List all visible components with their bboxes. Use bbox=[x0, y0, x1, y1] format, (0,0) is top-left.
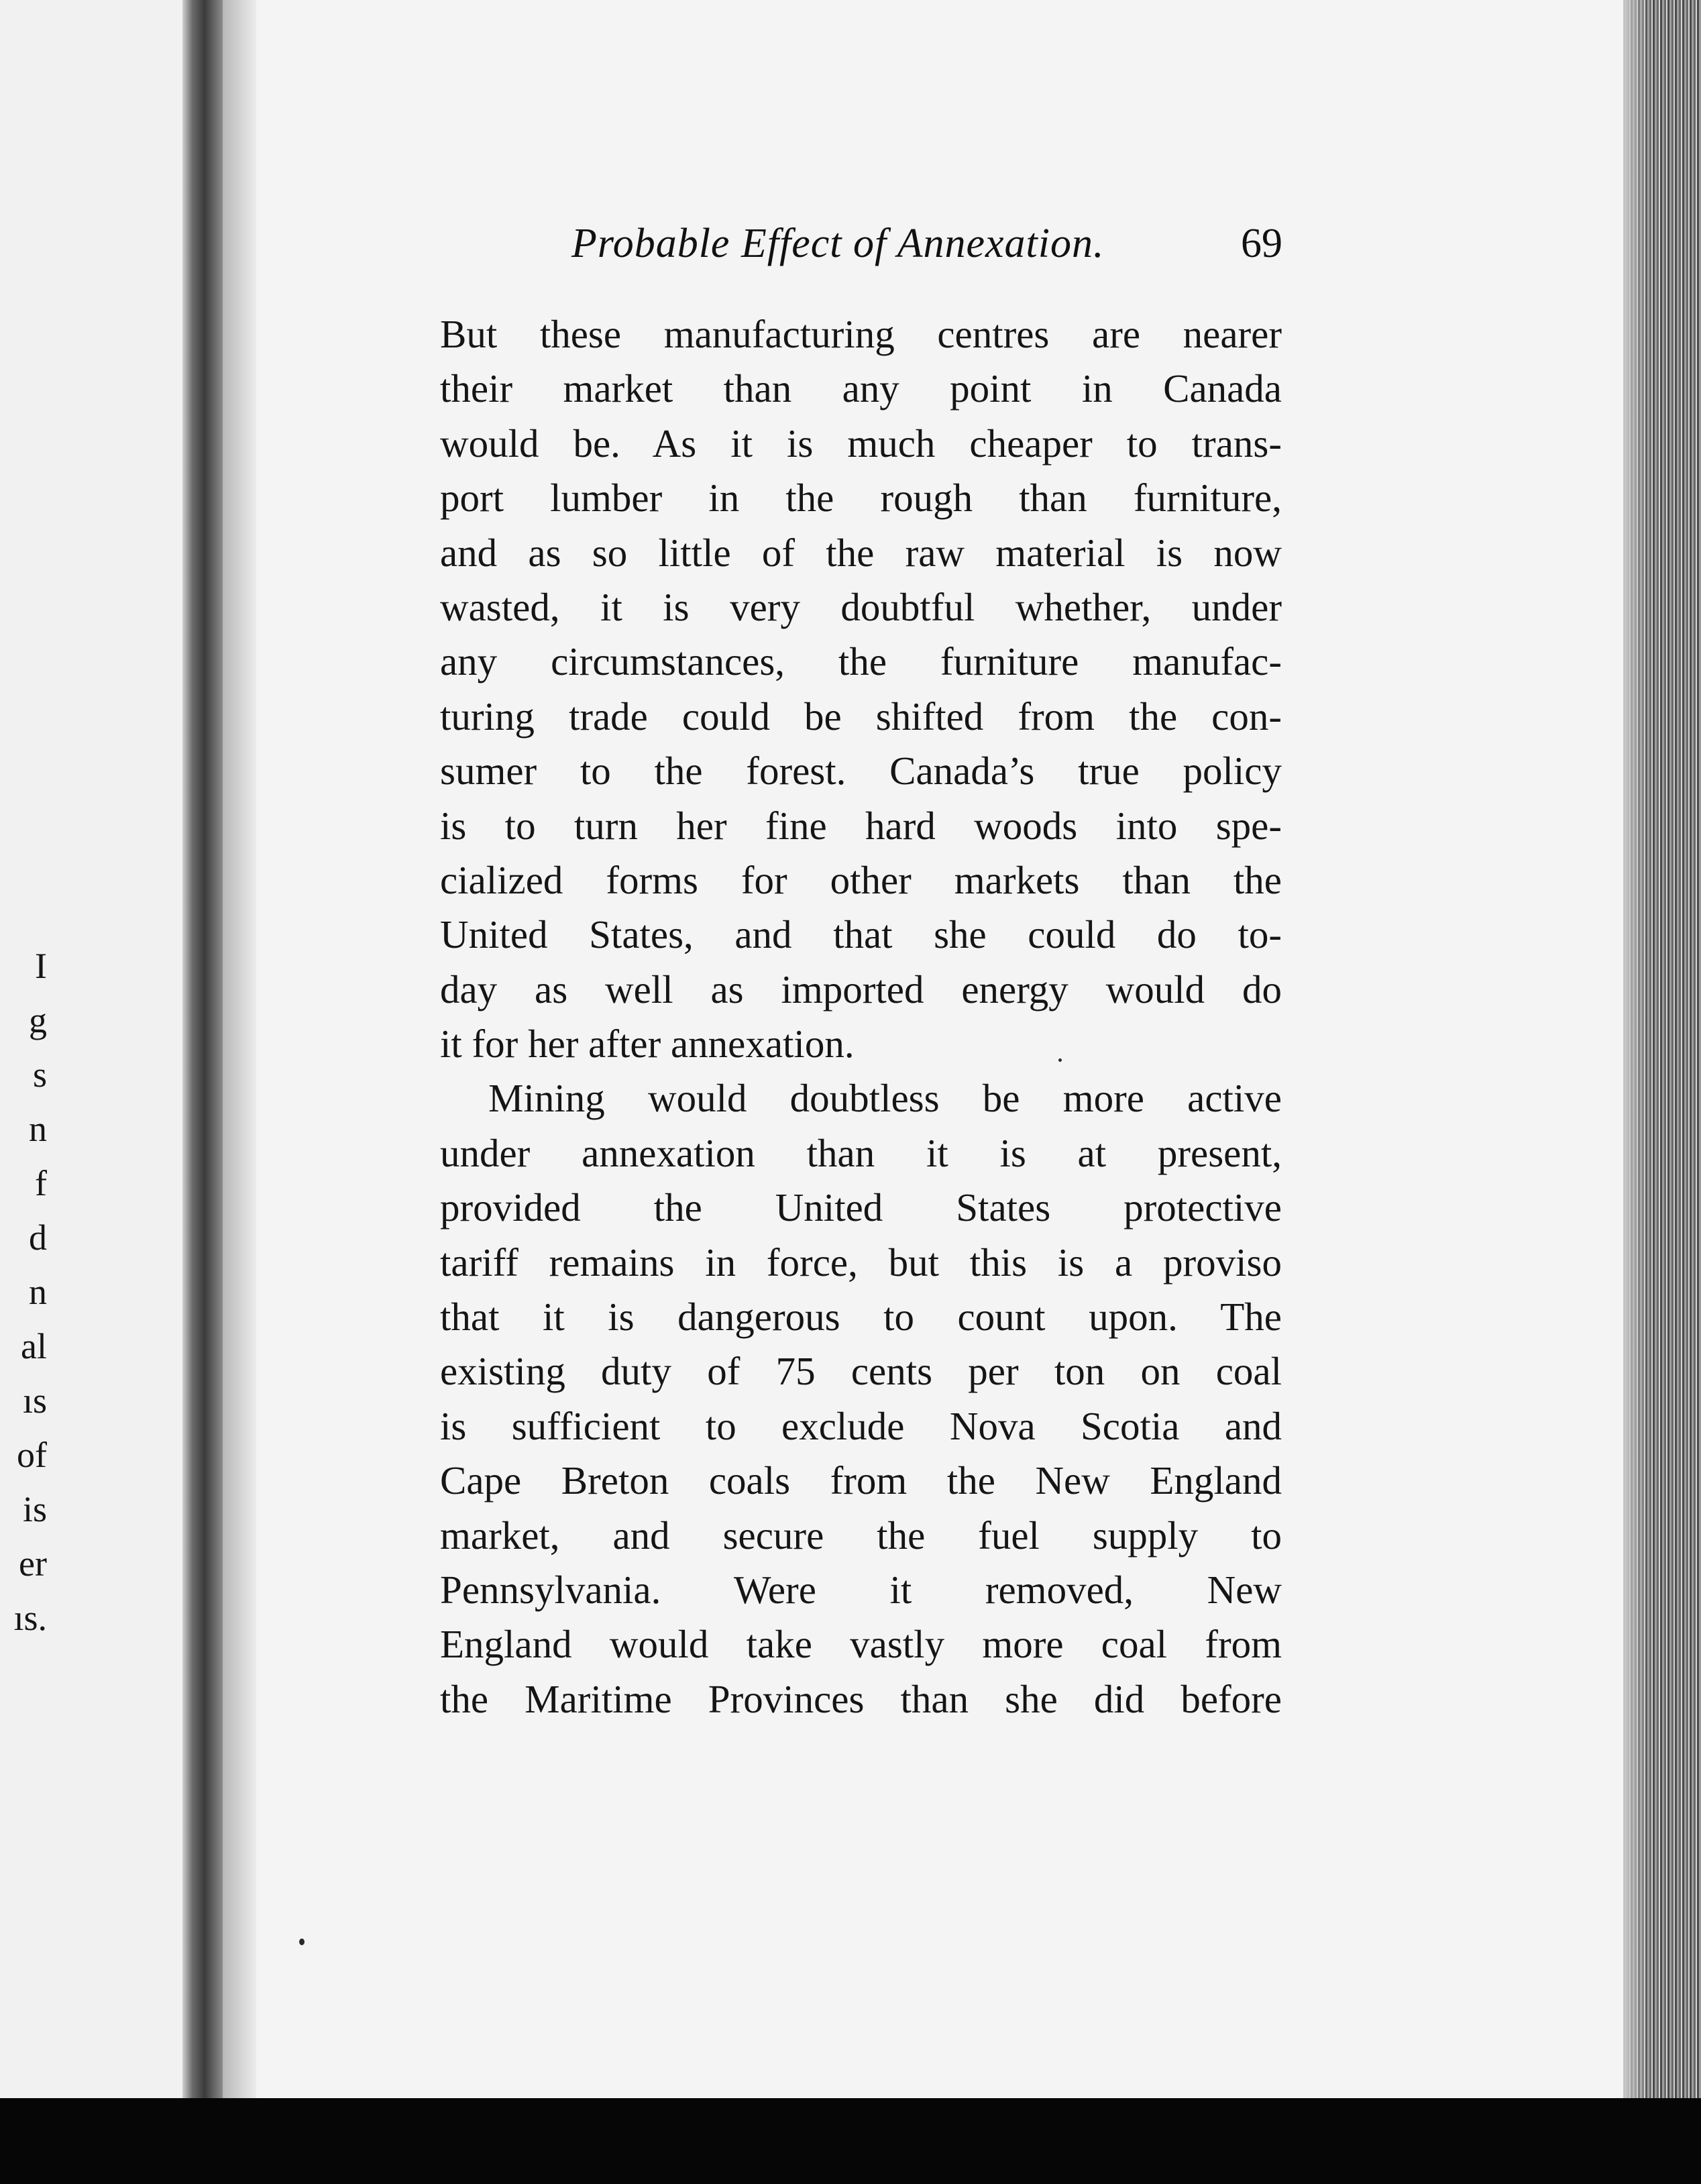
fragment: of bbox=[17, 1435, 47, 1475]
running-header bbox=[571, 213, 1282, 274]
text-line: under annexation than it is at present, bbox=[440, 1130, 1282, 1175]
fragment: d bbox=[29, 1217, 47, 1258]
text-line: But these manufacturing centres are nearer bbox=[440, 312, 1282, 356]
fragment: n bbox=[29, 1109, 47, 1149]
text-line: market, and secure the fuel supply to bbox=[440, 1513, 1282, 1558]
fragment: al bbox=[21, 1326, 47, 1366]
text-line: day as well as imported energy would do bbox=[440, 967, 1282, 1012]
text-line: is to turn her fine hard woods into spe- bbox=[440, 803, 1282, 848]
text-line: sumer to the forest. Canada’s true policy bbox=[440, 749, 1282, 794]
text-line: United States, and that she could do to- bbox=[440, 912, 1282, 957]
fragment: er bbox=[19, 1543, 47, 1584]
book-gutter bbox=[182, 0, 223, 2098]
text-line: tariff remains in force, but this is a proviso bbox=[440, 1240, 1282, 1285]
fragment: is bbox=[22, 1489, 47, 1529]
scan-speck bbox=[1058, 1058, 1062, 1062]
text-line: England would take vastly more coal from bbox=[440, 1622, 1282, 1667]
text-line: Cape Breton coals from the New England bbox=[440, 1458, 1282, 1503]
text-line: Pennsylvania. Were it removed, New bbox=[440, 1567, 1282, 1612]
text-line: and as so little of the raw material is now bbox=[440, 530, 1282, 575]
fragment: g bbox=[29, 1000, 47, 1040]
text-line: port lumber in the rough than furniture, bbox=[440, 476, 1282, 521]
text-line: existing duty of 75 cents per ton on coal bbox=[440, 1349, 1282, 1394]
text-line: any circumstances, the furniture manufac- bbox=[440, 639, 1282, 684]
fragment: ıs. bbox=[13, 1598, 47, 1638]
page-number: 69 bbox=[1241, 221, 1282, 266]
text-line: that it is dangerous to count upon. The bbox=[440, 1295, 1282, 1340]
previous-page-text-fragments bbox=[0, 939, 47, 1645]
text-line: would be. As it is much cheaper to trans- bbox=[440, 421, 1282, 466]
running-title: Probable Effect of Annexation. bbox=[571, 221, 1105, 266]
text-line: Mining would doubtless be more active bbox=[488, 1076, 1282, 1121]
page-stack-shadow bbox=[1623, 0, 1650, 2098]
text-line: wasted, it is very doubtful whether, under bbox=[440, 584, 1282, 629]
text-line: it for her after annexation. bbox=[440, 1022, 855, 1067]
fragment: f bbox=[35, 1163, 47, 1203]
fragment: s bbox=[32, 1054, 47, 1095]
text-line: the Maritime Provinces than she did before bbox=[440, 1676, 1282, 1721]
previous-page bbox=[0, 0, 182, 2098]
scan-speck bbox=[299, 1939, 305, 1945]
text-line: is sufficient to exclude Nova Scotia and bbox=[440, 1403, 1282, 1448]
text-line: cialized forms for other markets than the bbox=[440, 857, 1282, 902]
fragment: ıs bbox=[22, 1380, 47, 1421]
body-text bbox=[440, 307, 1282, 1727]
fragment: n bbox=[29, 1272, 47, 1312]
text-line: provided the United States protective bbox=[440, 1185, 1282, 1230]
text-line: turing trade could be shifted from the con- bbox=[440, 694, 1282, 739]
gutter-inner-margin bbox=[223, 0, 256, 2098]
text-line: their market than any point in Canada bbox=[440, 366, 1282, 411]
fragment: I bbox=[35, 946, 47, 986]
